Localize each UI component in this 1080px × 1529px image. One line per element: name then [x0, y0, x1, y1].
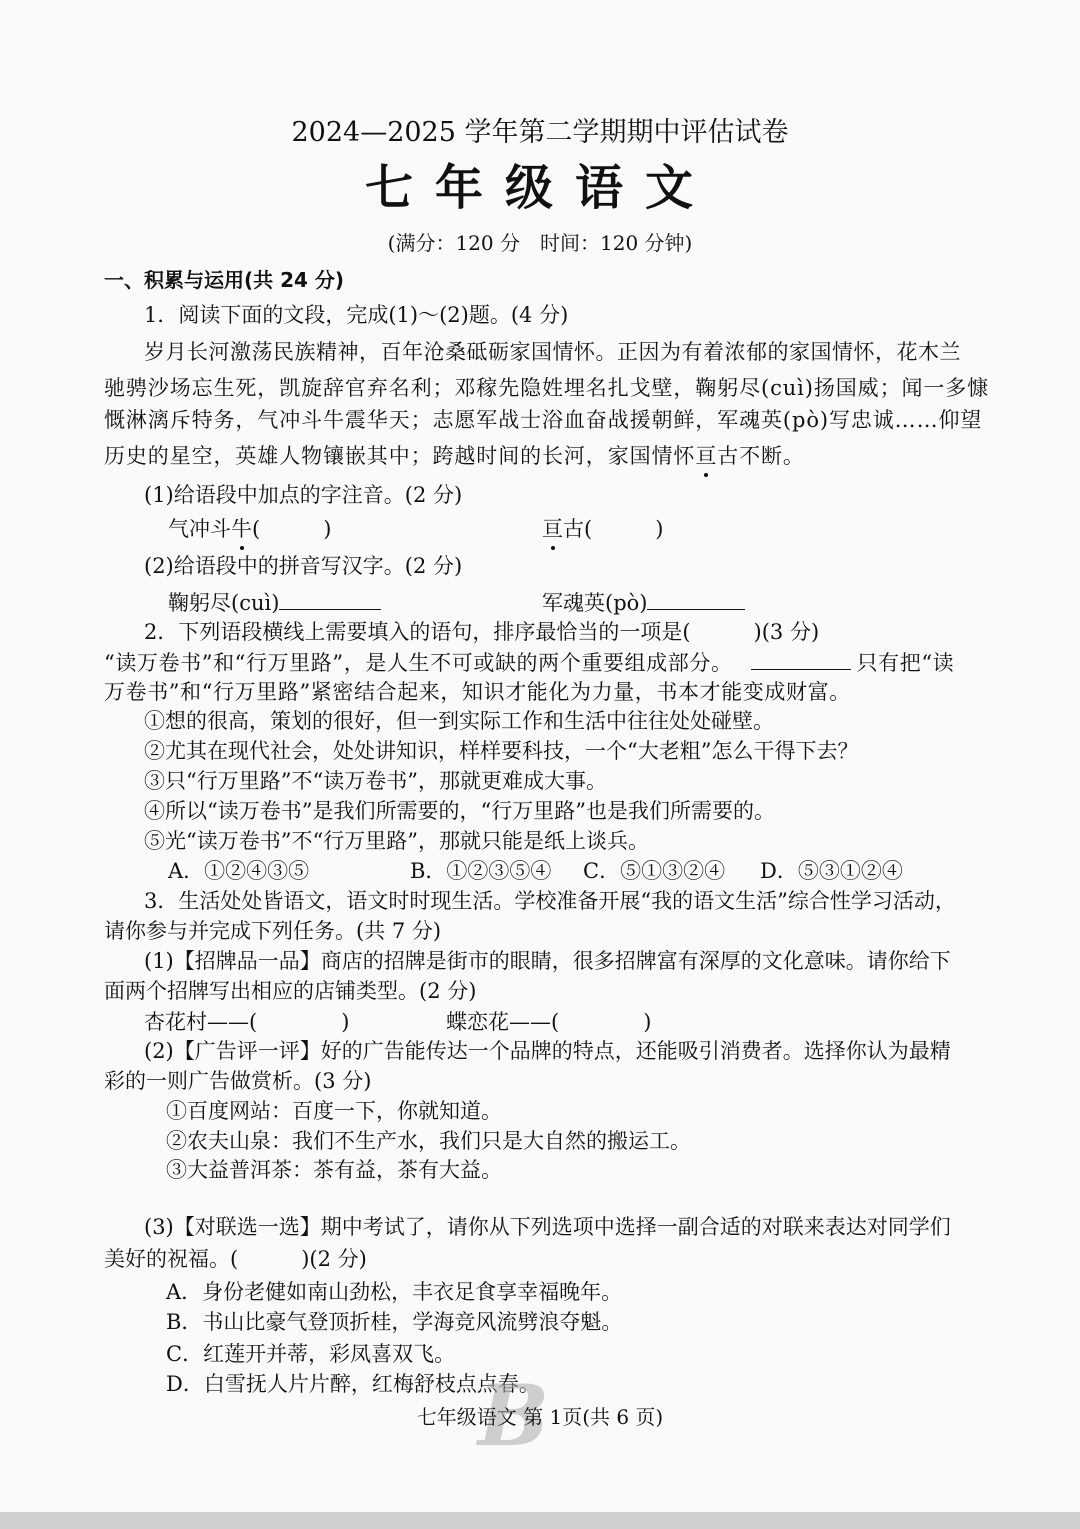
q2-passage-line: “读万卷书”和“行万里路”，是人生不可或缺的两个重要组成部分。 只有把“读: [104, 647, 954, 678]
page-footer: 七年级语文 第 1页(共 6 页): [416, 1405, 664, 1429]
q1-passage-line: 慨淋漓斥特务，气冲斗牛震华天；志愿军战士浴血奋战援朝鲜，军魂英(pò)写忠诚……仰望: [104, 408, 983, 432]
q1-passage-line: 驰骋沙场忘生死，凯旋辞官弃名利；邓稼先隐姓埋名扎戈壁，鞠躬尽(cuì)扬国威；闻一多慷: [104, 376, 990, 400]
q2-item: ③只“行万里路”不“读万卷书”，那就更难成大事。: [144, 769, 607, 793]
q2-option-c[interactable]: C．⑤①③②④: [583, 859, 726, 883]
dotted-char: 亘: [542, 514, 563, 544]
answer-blank[interactable]: [751, 647, 851, 670]
section-1-title: 一、积累与运用(共 24 分): [104, 268, 345, 292]
q2-item: ④所以“读万卷书”是我们所需要的，“行万里路”也是我们所需要的。: [144, 799, 775, 823]
q1-sub1-stem: (1)给语段中加点的字注音。(2 分): [144, 483, 463, 507]
q1-stem: 1．阅读下面的文段，完成(1)～(2)题。(4 分): [144, 303, 569, 327]
answer-blank[interactable]: ( ): [252, 517, 332, 541]
q2-option-d[interactable]: D．⑤③①②④: [760, 859, 903, 883]
q3-sub1-stem: 面两个招牌写出相应的店铺类型。(2 分): [104, 979, 477, 1003]
q3-sub2-stem: 彩的一则广告做赏析。(3 分): [104, 1069, 372, 1093]
q3-stem: 3．生活处处皆语文，语文时时现生活。学校准备开展“我的语文生活”综合性学习活动，: [144, 889, 956, 913]
q1-sub2-item-a: 鞠躬尽(cuì): [168, 587, 381, 618]
q1-sub2-stem: (2)给语段中的拼音写汉字。(2 分): [144, 554, 463, 578]
q3-sign-b[interactable]: 蝶恋花——( ): [446, 1010, 652, 1034]
exam-meta: (满分：120 分 时间：120 分钟): [387, 231, 693, 255]
q3-couplet-option[interactable]: B．书山比豪气登顶折桂，学海竞风流劈浪夺魁。: [166, 1310, 623, 1334]
q3-sub3-stem: (3)【对联选一选】期中考试了，请你从下列选项中选择一副合适的对联来表达对同学们: [144, 1215, 951, 1239]
q2-item: ①想的很高，策划的很好，但一到实际工作和生活中往往处处碰壁。: [144, 709, 774, 733]
q1-sub1-item-a: 气冲斗牛( ): [168, 514, 331, 544]
q2-item: ②尤其在现代社会，处处讲知识，样样要科技，一个“大老粗”怎么干得下去？: [144, 739, 859, 763]
q3-couplet-option[interactable]: A．身份老健如南山劲松，丰衣足食享幸福晚年。: [166, 1280, 623, 1304]
bottom-edge: [0, 1512, 1080, 1529]
q3-couplet-option[interactable]: C．红莲开并蒂，彩凤喜双飞。: [166, 1342, 456, 1366]
q3-sub1-stem: (1)【招牌品一品】商店的招牌是街市的眼睛，很多招牌富有深厚的文化意味。请你给下: [144, 949, 951, 973]
q3-ad-item: ②农夫山泉：我们不生产水，我们只是大自然的搬运工。: [166, 1129, 691, 1153]
q1-sub2-item-b: 军魂英(pò): [542, 587, 745, 618]
watermark-letter: B: [478, 1366, 549, 1465]
q1-passage-line: 岁月长河激荡民族精神，百年沧桑砥砺家国情怀。正因为有着浓郁的家国情怀，花木兰: [144, 340, 961, 364]
q2-stem: 2．下列语段横线上需要填入的语句，排序最恰当的一项是( )(3 分): [144, 620, 820, 644]
answer-blank[interactable]: 古( ): [563, 517, 664, 541]
q2-option-b[interactable]: B．①②③⑤④: [410, 859, 552, 883]
dotted-char: 牛: [231, 514, 252, 544]
q3-ad-item: ③大益普洱茶：茶有益，茶有大益。: [166, 1158, 502, 1182]
q3-stem: 请你参与并完成下列任务。(共 7 分): [104, 919, 442, 943]
q3-sign-a[interactable]: 杏花村——( ): [144, 1010, 350, 1034]
q2-passage-line: 万卷书”和“行万里路”紧密结合起来，知识才能化为力量，书本才能变成财富。: [104, 680, 851, 704]
q1-passage-line: 历史的星空，英雄人物镶嵌其中；跨越时间的长河，家国情怀亘古不断。: [104, 441, 805, 471]
answer-blank[interactable]: [279, 587, 381, 610]
exam-title: 2024—2025 学年第二学期期中评估试卷: [291, 117, 789, 148]
q3-sub3-stem: 美好的祝福。( )(2 分): [104, 1247, 367, 1271]
q3-ad-item: ①百度网站：百度一下，你就知道。: [166, 1099, 502, 1123]
q3-sub2-stem: (2)【广告评一评】好的广告能传达一个品牌的特点，还能吸引消费者。选择你认为最精: [144, 1039, 951, 1063]
q3-couplet-option[interactable]: D．白雪抚人片片醉，红梅舒枝点点春。: [166, 1372, 540, 1396]
q1-sub1-item-b: [542, 514, 663, 544]
answer-blank[interactable]: [647, 587, 745, 610]
q2-item: ⑤光“读万卷书”不“行万里路”，那就只能是纸上谈兵。: [144, 829, 649, 853]
dotted-char: 亘: [695, 441, 717, 471]
subject-title: 七年级语文: [364, 160, 715, 216]
q2-option-a[interactable]: A．①②④③⑤: [168, 859, 310, 883]
